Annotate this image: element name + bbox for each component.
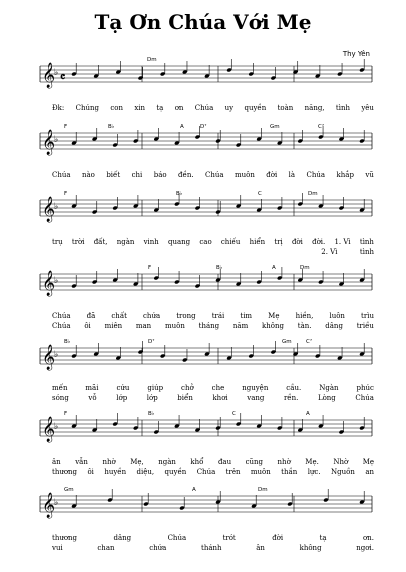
lyric-word: lớp [146,394,158,402]
lyric-word: Chúa [355,394,374,402]
flat-key-signature-icon: ♭ [54,135,59,145]
lyric-word: vang [247,394,265,402]
lyric-word: Chúa [52,322,71,330]
lyric-word: ngơi. [356,544,374,552]
chord-symbol: A [306,411,310,417]
lyric-word: Chúa [52,312,71,320]
lyric-word: Chúa [52,171,71,179]
treble-clef-icon: 𝄞 [42,197,56,222]
chord-symbol: A [272,265,276,271]
treble-clef-icon: 𝄞 [42,271,56,296]
lyric-word: Chúa [205,171,224,179]
lyric-line [52,322,374,330]
lyric-word: chứa [149,544,167,552]
chord-symbol: Dm [300,265,310,271]
chord-symbol: B♭ [148,411,155,417]
flat-key-signature-icon: ♭ [54,202,59,212]
lyric-word: không [262,322,284,330]
lyric-word: đời [272,534,284,542]
staff-system [0,264,406,304]
lyric-word: 2. Vì [321,248,338,256]
chord-symbol: C [258,191,262,197]
lyric-word: vẫn [75,458,88,466]
lyric-word: nhờ [277,458,291,466]
lyric-word: huyền [104,468,127,476]
staff-system [0,338,406,378]
lyric-word: thương [52,468,78,476]
lyric-word: Chúa [306,171,326,179]
lyric-word: không [299,544,322,552]
treble-clef-icon: 𝄞 [42,345,56,370]
treble-clef-icon: 𝄞 [42,493,56,518]
lyric-word: lực. [307,468,321,476]
lyric-word: là [288,171,296,179]
lyric-word: Chúng [75,104,99,112]
lyric-word: đã [86,312,96,320]
lyric-word: trong [176,312,196,320]
lyric-word: vinh [143,238,159,246]
lyric-word: tháng [198,322,220,330]
lyric-word: khổ [190,458,204,466]
treble-clef-icon: 𝄞 [42,417,56,442]
lyric-word: chiếu [220,238,241,246]
chord-symbol: F [64,411,68,417]
lyric-word: ôi [84,322,91,330]
lyric-word: tình [359,238,374,246]
lyric-line [52,238,374,246]
lyric-word: Nguồn [331,468,355,476]
lyric-line [52,468,374,476]
lyric-word: chan [97,544,115,552]
lyric-word: đời [291,238,303,246]
lyric-line [52,171,374,179]
chord-symbol: F [64,124,68,130]
lyric-line [52,544,374,552]
lyric-line [52,248,374,256]
lyric-word: Chúa [167,534,187,542]
lyric-word: ân [256,544,265,552]
chord-symbol: F [148,265,152,271]
lyric-word: trụ [52,238,63,246]
chord-symbol: Dm [147,57,157,63]
lyric-line [52,384,374,392]
lyric-word: cao [199,238,212,246]
lyric-word: tạ [156,104,164,112]
song-title: Tạ Ơn Chúa Với Mẹ [94,10,312,34]
composer-name: Thy Yên [342,50,370,58]
lyric-word: Mẹ [362,458,374,466]
lyric-word: ân [52,458,61,466]
chord-symbol: B♭ [64,339,71,345]
lyric-word: ơn [174,104,184,112]
lyric-word: ngàn [158,458,176,466]
lyric-word: chất [111,312,127,320]
lyric-word: giúp [147,384,164,392]
chord-symbol: D⁷ [148,339,155,345]
lyric-word: chở [181,384,194,392]
lyric-word: tàn. [297,322,312,330]
lyric-word: nguyện [242,384,269,392]
lyric-word: cầu. [286,384,302,392]
lyric-word: ngàn [116,238,135,246]
chord-symbol: Gm [64,487,74,493]
lyric-word: uy [224,104,234,112]
chord-symbol: B♭ [176,191,183,197]
lyric-word: rền. [283,394,299,402]
chord-symbol: D⁷ [200,124,207,130]
time-signature: 𝄴 [60,70,66,84]
lyric-word: thần [281,468,298,476]
flat-key-signature-icon: ♭ [54,350,59,360]
lyric-word: báo [153,171,167,179]
lyric-word: thánh [201,544,222,552]
lyric-line [52,104,374,112]
lyric-word: chứa [143,312,161,320]
lyric-word: đền. [178,171,194,179]
staff-system [0,56,406,96]
lyric-word: dâng [325,322,343,330]
lyric-word: lớp [116,394,128,402]
lyric-word: Ngàn [319,384,339,392]
lyric-word: ôi [87,468,94,476]
lyric-word: đau [217,458,232,466]
chord-symbol: F [64,191,68,197]
lyric-word: Mẹ. [305,458,319,466]
lyric-word: con [110,104,123,112]
chord-symbol: B♭ [108,124,115,130]
lyric-word: phúc [356,384,374,392]
lyric-word: năm [232,322,249,330]
chord-symbol: C [232,411,236,417]
lyric-word: tạ [319,534,327,542]
lyric-word: tình [335,104,350,112]
lyric-word: trời [71,238,85,246]
lyric-word: vũ [365,171,374,179]
flat-key-signature-icon: ♭ [54,276,59,286]
chord-symbol: A [180,124,184,130]
lyric-word: muôn [164,322,185,330]
treble-clef-icon: 𝄞 [42,130,56,155]
lyric-word: khắp [336,171,354,179]
chord-symbol: Gm [282,339,292,345]
lyric-word: năng, [304,104,325,112]
lyric-word: trìu [361,312,374,320]
chord-symbol: Gm [270,124,280,130]
lyric-word: yêu [361,104,374,112]
lyric-word: sóng [52,394,69,402]
lyric-word: 1. Vì [334,238,351,246]
lyric-word: xin [134,104,146,112]
lyric-word: trót [222,534,236,542]
chord-symbol: A [192,487,196,493]
lyric-line [52,394,374,402]
lyric-line [52,458,374,466]
lyric-word: hiền, [295,312,314,320]
staff-system [0,486,406,526]
flat-key-signature-icon: ♭ [54,422,59,432]
lyric-word: muôn [250,468,271,476]
lyric-word: trên [225,468,241,476]
staff-system [0,190,406,230]
lyric-word: chi [131,171,143,179]
lyric-word: cứu [116,384,130,392]
lyric-word: hiển [249,238,266,246]
lyric-word: tình [359,248,374,256]
lyric-word: an [365,468,374,476]
lyric-word: toàn [277,104,294,112]
lyric-word: muôn [234,171,255,179]
lyric-word: Chúa [194,104,214,112]
lyric-word: cũng [245,458,264,466]
lyric-word: thương [52,534,78,542]
chord-symbol: Dm [308,191,318,197]
lyric-word: biết [106,171,121,179]
lyric-word: đất, [93,238,108,246]
lyric-word: mến [52,384,68,392]
chord-symbol: C⁷ [306,339,313,345]
lyric-line [52,312,374,320]
flat-key-signature-icon: ♭ [54,498,59,508]
treble-clef-icon: 𝄞 [42,63,56,88]
lyric-word: dâng [113,534,132,542]
lyric-word: man [135,322,152,330]
lyric-word: ơn. [363,534,374,542]
lyric-word: quang [168,238,191,246]
lyric-word: trái [211,312,225,320]
staff-system [0,410,406,450]
lyric-line [52,534,374,542]
lyric-word: nhờ [102,458,116,466]
lyric-word: vỗ [88,394,97,402]
lyric-word: quyền [164,468,187,476]
lyric-word: Đk: [52,104,65,112]
flat-key-signature-icon: ♭ [54,68,59,78]
lyric-word: Lòng [317,394,336,402]
chord-symbol: Dm [258,487,268,493]
lyric-word: khơi [212,394,228,402]
lyric-word: Chúa [196,468,216,476]
chord-symbol: C⁷ [318,124,325,130]
lyric-word: đời [266,171,278,179]
lyric-word: nào [81,171,95,179]
lyric-word: che [211,384,225,392]
lyric-word: tim [240,312,253,320]
lyric-word: Mẹ, [130,458,144,466]
lyric-word: triều [356,322,374,330]
chord-symbol: B♭ [216,265,223,271]
lyric-word: miên [104,322,123,330]
lyric-word: diệu, [136,468,155,476]
lyric-word: biển [177,394,193,402]
lyric-word: đời. [312,238,326,246]
lyric-word: Nhờ [333,458,349,466]
lyric-word: mãi [85,384,99,392]
lyric-word: quyền [244,104,267,112]
lyric-word: trị [274,238,283,246]
lyric-word: luôn [329,312,345,320]
lyric-word: vui [52,544,63,552]
lyric-word: Mẹ [268,312,280,320]
